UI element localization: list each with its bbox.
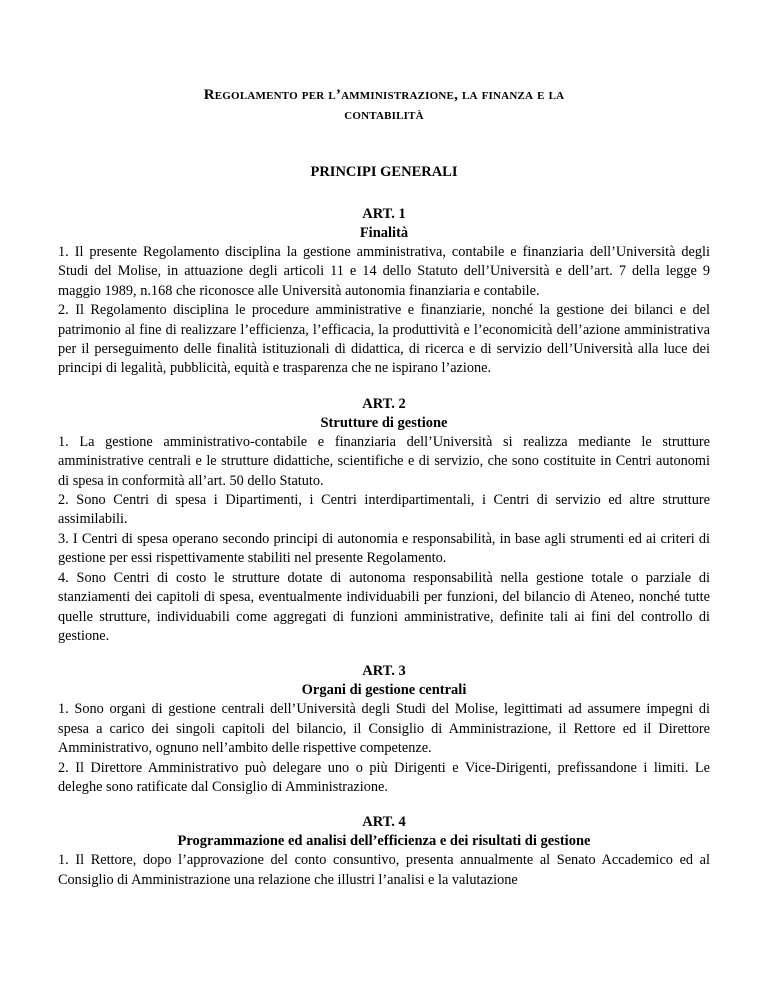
- article-2-paragraph-2: 2. Sono Centri di spesa i Dipartimenti, i Centri interdipartimentali, i Centri di servizio ed altre strutture assimilabili.: [58, 492, 710, 528]
- article-3-number: ART. 3: [362, 663, 406, 680]
- article-2-paragraph-3: 3. I Centri di spesa operano secondo principi di autonomia e responsabilità, in base agli strumenti ed ai criteri di gestione per essi rispettivamente stabiliti nel presente Regolamento.: [58, 530, 710, 567]
- document-title: [58, 85, 710, 125]
- article-1: [58, 205, 710, 379]
- article-4-paragraph-1: 1. Il Rettore, dopo l’approvazione del conto consuntivo, presenta annualmente al Senato Accademico ed al Consiglio di Amministrazione una relazione che illustri l’analisi e la valutazione: [58, 852, 710, 888]
- article-3: [58, 662, 710, 797]
- article-2-paragraph-1: 1. La gestione amministrativo-contabile e finanziaria dell’Università si realizza mediante le strutture amministrative centrali e le strutture didattiche, scientifiche e di servizio, che sono costituite in Centri autonomi di spesa in conformità all’art. 50 dello Statuto.: [58, 433, 710, 489]
- article-4-title: Programmazione ed analisi dell’efficienza e dei risultati di gestione: [177, 833, 591, 850]
- article-2-paragraph-4: 4. Sono Centri di costo le strutture dotate di autonoma responsabilità nella gestione totale o parziale di stanziamenti dei capitoli di spesa, eventualmente individuabili per funzioni, del bilancio di Ateneo, nonché tutte quelle strutture, individuabili come aggregati di funzioni amministrative, definite tali ai fini del controllo di gestione.: [58, 569, 710, 644]
- article-4: [58, 813, 710, 890]
- document-title-line-1: Regolamento per l’amministrazione, la finanza e la: [203, 87, 565, 103]
- article-3-paragraph-1: 1. Sono organi di gestione centrali dell’Università degli Studi del Molise, legittimati ad assumere impegni di spesa a carico dei singoli capitoli del bilancio, il Consiglio di Amministrazione, il Rettore ed il Direttore Amministrativo, ognuno nell’ambito delle rispettive competenze.: [58, 701, 710, 757]
- document-title-line-2: contabilità: [344, 107, 424, 123]
- article-1-paragraph-2: 2. Il Regolamento disciplina le procedure amministrative e finanziarie, nonché la gestione dei bilanci e del patrimonio al fine di realizzare l’efficienza, l’efficacia, la produttività e l’economicità dell’azione amministrativa per il perseguimento delle finalità istituzionali di didattica, di ricerca e di servizio dell’Università alla luce dei principi di legalità, pubblicità, equità e trasparenza che ne ispirano l’azione.: [58, 302, 710, 377]
- article-4-number: ART. 4: [362, 814, 406, 831]
- article-3-paragraph-2: 2. Il Direttore Amministrativo può delegare uno o più Dirigenti e Vice-Dirigenti, prefissandone i limiti. Le deleghe sono ratificate dal Consiglio di Amministrazione.: [58, 759, 710, 795]
- article-2-title: Strutture di gestione: [320, 414, 448, 431]
- article-1-paragraph-1: 1. Il presente Regolamento disciplina la gestione amministrativa, contabile e finanziaria dell’Università degli Studi del Molise, in attuazione degli articoli 11 e 14 dello Statuto dell’Università e dell’art. 7 della legge 9 maggio 1989, n.168 che riconosce alle Università autonomia finanziaria e contabile.: [58, 244, 710, 299]
- article-3-title: Organi di gestione centrali: [301, 682, 467, 699]
- article-2-number: ART. 2: [362, 395, 406, 412]
- article-2: [58, 395, 710, 646]
- article-1-title: Finalità: [359, 225, 409, 241]
- section-title: PRINCIPI GENERALI: [310, 164, 458, 180]
- article-1-number: ART. 1: [362, 206, 406, 222]
